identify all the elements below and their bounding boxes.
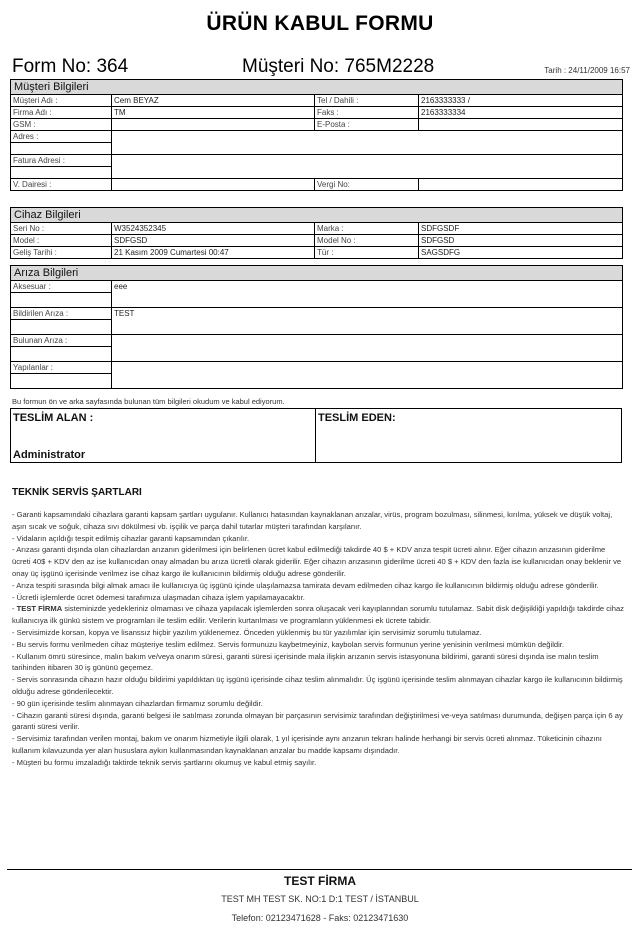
model-label: Model : [11, 235, 112, 247]
form-number: Form No: 364 [12, 56, 129, 77]
customer-name-value: Cem BEYAZ [112, 95, 315, 107]
accessory-label-spacer [11, 293, 112, 308]
footer-contact: Telefon: 02123471628 - Faks: 02123471630 [231, 913, 409, 923]
terms-item: - Ücretli işlemlerde ücret ödemesi tarafımıza ulaşmadan cihaza işlem yapılamayacaktır. [12, 592, 305, 602]
terms-item: - Servisimizde korsan, kopya ve lisanssız hiçbir yazılım yüklenemez. Önceden yüklenmiş bu tür yazılımlar için servisimiz sorumlu tutulamaz. [12, 627, 482, 637]
terms-item: - Vidaların açıldığı tespit edilmiş cihazlar garanti kapsamından çıkarılır. [12, 533, 250, 543]
found-fault-label: Bulunan Arıza : [11, 335, 112, 347]
firm-name-inline: TEST FİRMA [16, 604, 63, 614]
tax-office-label: V. Dairesi : [11, 179, 112, 191]
found-fault-label-spacer [11, 347, 112, 362]
terms-item: - Cihazın garanti süresi dışında, garanti belgesi ile satılması zorunda olmayan bir parçasının servisimiz tarafından değiştirilmesi ve-veya satılması durumunda, değişen parça için 6 ay garanti süresi verilir. [12, 710, 623, 732]
fax-label: Faks : [315, 107, 419, 119]
terms-item: - Kullanım ömrü süresince, malın bakım ve/veya onarım süresi, garanti süresi içerisinde mala ilişkin arızanın servis istasyonuna bildirimi, garanti süresi dışında ise malın teslim tarihinden itibaren 30 iş gününü geçemez. [12, 651, 599, 673]
footer-address: TEST MH TEST SK. NO:1 D:1 TEST / İSTANBUL [221, 894, 419, 904]
brand-value: SDFGSDF [419, 223, 623, 235]
gsm-label: GSM : [11, 119, 112, 131]
type-label: Tür : [315, 247, 419, 259]
received-by-label: TESLİM ALAN : [13, 412, 94, 424]
customer-info-section [10, 79, 622, 191]
received-by-column [11, 409, 316, 462]
terms-item: - Garanti kapsamındaki cihazlara garanti kapsam şartları uygulanır. Kullanıcı hatasından kaynaklanan arızalar, virüs, program bozulması, silinmesi, kırılma, yüksek ve düşük voltaj, aşırı sıcak ve soğuk, cihaza sıvı dökülmesi vb. işçilik ve parça dahil tutarlar müşteri tarafından karşılanır. [12, 510, 613, 531]
customer-name-label: Müşteri Adı : [11, 95, 112, 107]
brand-label: Marka : [315, 223, 419, 235]
company-name-label: Firma Adı : [11, 107, 112, 119]
serial-no-label: Seri No : [11, 223, 112, 235]
customer-number: Müşteri No: 765M2228 [242, 56, 435, 77]
work-done-value [112, 362, 623, 389]
model-no-value: SDFGSD [419, 235, 623, 247]
found-fault-value [112, 335, 623, 362]
section-title: Cihaz Bilgileri [11, 208, 623, 223]
section-title: Arıza Bilgileri [11, 266, 623, 281]
section-title: Müşteri Bilgileri [11, 80, 623, 95]
tax-no-label: Vergi No: [315, 179, 419, 191]
received-by-name: Administrator [13, 449, 86, 461]
terms-item: - Bu servis formu verilmeden cihaz müşteriye teslim edilmez. Servis formunuzu kaybetmeyiniz, kaybolan servis formunun yerine yenisinin verilmesi mümkün değildir. [12, 639, 565, 649]
terms-item: - Servis sonrasında cihazın hazır olduğu bildirimi yapıldıktan üç işgünü içerisinde cihaz teslim alınmalıdır. Üç işgünü içerisinde teslim alınmayan cihazlar kargo ile kullanıcının bildirmiş olduğu adrese gönderilecektir. [12, 675, 623, 696]
model-no-label: Model No : [315, 235, 419, 247]
arrival-date-label: Geliş Tarihi : [11, 247, 112, 259]
work-done-label-spacer [11, 374, 112, 389]
email-label: E-Posta : [315, 119, 419, 131]
terms-item: - Servisimiz tarafından verilen montaj, bakım ve onarım hizmetiyle ilgili olarak, 1 yıl içerisinde aynı arızanın tekrarı halinde herhangi bir servis ücreti alınmaz. Tüketicinin cihazını kullanım kılavuzunda yer alan hususlara aykırı kullanmasından kaynaklanan arızalar bu madde kapsamı dışındadır. [12, 734, 602, 755]
address-label: Adres : [11, 131, 112, 143]
consent-note: Bu formun ön ve arka sayfasında bulunan tüm bilgileri okudum ve kabul ediyorum. [12, 397, 285, 406]
form-date: Tarih : 24/11/2009 16:57 [544, 66, 630, 75]
terms-item: - Arızası garanti dışında olan cihazlardan arızanın giderilmesi için belirlenen ücret kabul edilmediği takdirde 40 $ + KDV arıza tespit ücreti alınır. Eğer cihazın arızasının giderilme ücreti 40$ + KDV den az ise kullanıcıdan onay almadan bu arıza ücretli olarak giderilir. Eğer cihazın arızasının giderilme ücreti 40 $ + KDV den fazla ise kullanıcıdan onay beklenir ve onay üç işgünü içerisinde verilmez ise cihaz kargo ile kullanıcının bildirmiş olduğu adrese gönderilir. [12, 545, 622, 578]
delivered-by-column [316, 409, 621, 462]
address-label-spacer [11, 143, 112, 155]
terms-title: TEKNİK SERVİS ŞARTLARI [12, 487, 142, 498]
terms-item: - 90 gün içerisinde teslim alınmayan cihazlardan firmamız sorumlu değildir. [12, 698, 263, 708]
reported-fault-label-spacer [11, 320, 112, 335]
address-value [112, 131, 623, 155]
invoice-address-value [112, 155, 623, 179]
fax-value: 2163333334 [419, 107, 623, 119]
delivered-by-label: TESLİM EDEN: [318, 412, 396, 424]
email-value [419, 119, 623, 131]
terms-item: - Arıza tespiti sırasında bilgi almak amacı ile kullanıcıya üç işgünü içinde ulaşılamazsa tamirata devam edilmeden cihaz kargo ile kullanıcının bildirmiş olduğu adrese gönderilir. [12, 580, 599, 590]
tax-no-value [419, 179, 623, 191]
footer-company-name: TEST FİRMA [284, 874, 356, 888]
phone-label: Tel / Dahili : [315, 95, 419, 107]
tax-office-value [112, 179, 315, 191]
form-title: ÜRÜN KABUL FORMU [206, 12, 434, 35]
arrival-date-value: 21 Kasım 2009 Cumartesi 00:47 [112, 247, 315, 259]
reported-fault-label: Bildirilen Arıza : [11, 308, 112, 320]
terms-list [12, 509, 624, 769]
handover-signature-box [10, 408, 622, 463]
reported-fault-value: TEST [112, 308, 623, 335]
footer-divider [7, 869, 632, 870]
terms-item: - Müşteri bu formu imzaladığı taktirde teknik servis şartlarını okumuş ve kabul etmiş sayılır. [12, 757, 317, 767]
accessory-value: eee [112, 281, 623, 308]
fault-info-section [10, 265, 622, 389]
terms-item-firm: - TEST FİRMA sisteminizde yedekleriniz olmaması ve cihaza yapılacak işlemlerden sonra oluşacak veri kayıplarından sorumlu tutulamaz. Sabit disk değişikliği yapıldığı takdirde cihaz kullanıcıya ilk günkü sistem ve programları ile teslim edilir. Verilerin kurtarılması ve programların yüklenmesi ek ücrete tabidir. [12, 604, 624, 626]
phone-value: 2163333333 / [419, 95, 623, 107]
terms-item-firm-text: sisteminizde yedekleriniz olmaması ve cihaza yapılacak işlemlerden sonra oluşacak veri kayıplarından sorumlu tutulamaz. Sabit disk değişikliği yapıldığı takdirde cihaz kullanıcıya ilk günkü sistem ve programları ile teslim edilir. Verilerin kurtarılması ve programların yüklenmesi ek ücrete tabidir. [12, 604, 624, 626]
company-name-value: TM [112, 107, 315, 119]
work-done-label: Yapılanlar : [11, 362, 112, 374]
accessory-label: Aksesuar : [11, 281, 112, 293]
gsm-value [112, 119, 315, 131]
serial-no-value: W3524352345 [112, 223, 315, 235]
invoice-address-label: Fatura Adresi : [11, 155, 112, 167]
device-info-section [10, 207, 622, 259]
model-value: SDFGSD [112, 235, 315, 247]
invoice-address-label-spacer [11, 167, 112, 179]
type-value: SAGSDFG [419, 247, 623, 259]
